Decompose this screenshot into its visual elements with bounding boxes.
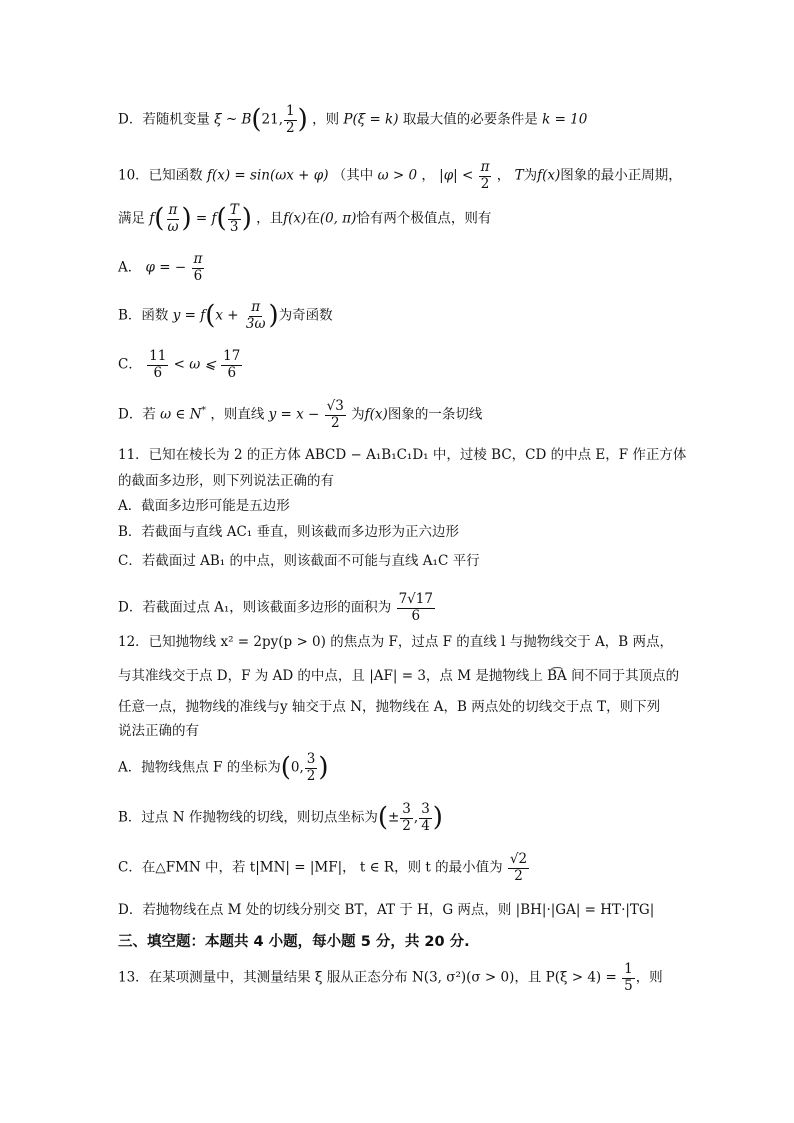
- q11-d-label: D．若截面过点 A₁，则该截面多边形的面积为: [118, 599, 392, 616]
- q10-c-num2: 17: [223, 348, 241, 364]
- q10-d-line: y = x −: [268, 406, 320, 423]
- q11-stem-line2: 的截面多边形，则下列说法正确的有: [118, 473, 334, 489]
- q10-d-den: 2: [330, 414, 340, 431]
- q10-option-c: [118, 349, 243, 381]
- q10-l2-p2o: (: [216, 203, 227, 234]
- q10-l1-w: ω > 0: [377, 167, 418, 184]
- q12-a-open: (: [280, 752, 291, 783]
- q12-option-d: D．若抛物线在点 M 处的切线分别交 BT，AT 于 H，G 两点，则 |BH|·|GA| = HT·|TG|: [118, 902, 655, 918]
- q10-stem-line1: [118, 160, 682, 192]
- q10-l2-eq: = f: [195, 210, 217, 227]
- q10-l1-c: ，: [421, 167, 435, 184]
- q10-l2-den2: 3: [229, 218, 239, 235]
- q10-b-po: (: [205, 300, 216, 331]
- q10-b-frac: [244, 300, 268, 332]
- q9-d-n: 21,: [261, 111, 284, 128]
- q10-l1-T: T: [514, 167, 524, 184]
- q12-stem-line4: 说法正确的有: [118, 723, 199, 739]
- q12-option-b: [118, 802, 443, 834]
- q10-c-den2: 6: [227, 364, 237, 381]
- q10-a-label: A．: [118, 259, 142, 276]
- q10-l2-num2: T: [229, 202, 239, 218]
- q10-l2-p2c: ): [241, 203, 252, 234]
- q12-c-num: √2: [509, 851, 528, 867]
- q12-stem-line2: 与其准线交于点 D，F 为 AD 的中点，且 |AF| = 3，点 M 是抛物线上 B͡A 间不同于其顶点的: [118, 668, 680, 684]
- q12-b-close: ): [432, 802, 443, 833]
- q10-l2-frac1: [165, 203, 180, 235]
- q10-b-num: π: [251, 299, 261, 315]
- q12-b-label: B．过点 N 作抛物线的切线，则切点坐标为: [118, 809, 378, 826]
- q10-b-expr: y = f: [172, 307, 206, 324]
- q10-l2-c: 在: [306, 210, 320, 227]
- q10-l1-den: 2: [480, 175, 490, 192]
- q10-option-d: [118, 399, 482, 431]
- q12-stem-line1: 12．已知抛物线 x² = 2py(p > 0) 的焦点为 F，过点 F 的直线 l 与抛物线交于 A，B 两点，: [118, 634, 673, 650]
- q10-l2-d: 恰有两个极值点，则有: [356, 210, 492, 227]
- q10-b-label: B．函数: [118, 307, 169, 324]
- q10-l1-g: 图象的最小正周期，: [560, 167, 682, 184]
- q9-d-paren-close: ): [297, 104, 308, 135]
- q10-b-den: 3ω: [245, 315, 266, 332]
- q10-b-pc: ): [268, 300, 279, 331]
- q10-l1-a: 10．已知函数: [118, 167, 203, 184]
- q13-num: 1: [624, 961, 633, 977]
- q10-l1-b: （其中: [332, 167, 374, 184]
- q12-option-c: [118, 852, 530, 884]
- q11-d-frac: [397, 592, 435, 624]
- q10-d-num: √3: [326, 398, 344, 414]
- q10-d-c: 为: [351, 406, 365, 423]
- q9-d-k: k = 10: [542, 111, 588, 128]
- q11-option-a: A．截面多边形可能是五边形: [118, 498, 290, 514]
- q11-option-c: C．若截面过 AB₁ 的中点，则该截面不可能与直线 A₁C 平行: [118, 553, 480, 569]
- q12-c-den: 2: [514, 867, 523, 884]
- q10-l2-p1c: ): [181, 203, 192, 234]
- q10-l2-interval: (0, π): [319, 210, 357, 227]
- q10-a-num: π: [193, 251, 203, 267]
- q12-b-frac1: [400, 802, 413, 834]
- q13-frac: [622, 962, 635, 994]
- q10-c-num1: 11: [149, 348, 167, 364]
- q10-c-frac1: [147, 349, 168, 381]
- q9-d-den: 2: [286, 119, 295, 136]
- q13-rest: ，则: [635, 969, 663, 986]
- q9-d-text1: ，则: [312, 111, 340, 128]
- q10-stem-line2: [118, 203, 491, 235]
- section-3-title: 三、填空题：本题共 4 小题，每小题 5 分，共 20 分.: [118, 934, 470, 950]
- q10-c-frac2: [221, 349, 242, 381]
- q12-a-frac: [305, 752, 318, 784]
- q9-d-num: 1: [286, 103, 295, 119]
- q12-b-num1: 3: [402, 801, 411, 817]
- q9-d-dist: ξ ~ B: [214, 111, 252, 128]
- q12-a-close: ): [318, 752, 329, 783]
- q10-d-label: D．若: [118, 406, 156, 423]
- q10-b-x: x +: [215, 307, 239, 324]
- q10-d-rest: 图象的一条切线: [387, 406, 483, 423]
- q10-d-fx: f(x): [364, 406, 388, 423]
- q10-l2-f1: f: [149, 210, 155, 227]
- q12-b-den1: 2: [402, 817, 411, 834]
- q10-d-star: *: [201, 406, 207, 417]
- q9-d-frac: [284, 104, 297, 136]
- q11-d-den: 6: [411, 607, 421, 624]
- q12-a-x: 0,: [290, 759, 304, 776]
- q9-d-text2: 取最大值的必要条件是: [402, 111, 538, 128]
- q13-text: 13．在某项测量中，其测量结果 ξ 服从正态分布 N(3, σ²)(σ > 0)，且 P(ξ > 4) =: [118, 969, 617, 986]
- q12-stem-line3: 任意一点，抛物线的准线与y 轴交于点 N，抛物线在 A，B 两点处的切线交于点 T，则下列: [118, 699, 661, 715]
- q9-d-label: D．若随机变量: [118, 111, 210, 128]
- q10-a-den: 6: [193, 267, 203, 284]
- q13-den: 5: [624, 977, 633, 994]
- q11-d-num: 7√17: [398, 591, 433, 607]
- q10-l2-fx: f(x): [283, 210, 307, 227]
- q10-l1-phi: |φ| <: [439, 167, 474, 184]
- q10-a-frac: [192, 252, 205, 284]
- q10-l1-fx: f(x): [537, 167, 561, 184]
- q10-l1-e: 为: [523, 167, 538, 184]
- q9-d-paren-open: (: [251, 104, 262, 135]
- q9-option-d: [118, 104, 587, 136]
- q9-d-prob: P(ξ = k): [343, 111, 399, 128]
- q10-c-mid: < ω ⩽: [173, 356, 216, 373]
- q10-l2-frac2: [228, 203, 241, 235]
- q12-b-open: (: [377, 802, 388, 833]
- q12-c-frac: [508, 852, 529, 884]
- q10-c-den1: 6: [153, 364, 163, 381]
- q10-l2-p1o: (: [154, 203, 165, 234]
- q10-option-b: [118, 300, 333, 332]
- q10-l2-a: 满足: [118, 210, 145, 227]
- q12-option-a: [118, 752, 329, 784]
- q12-a-label: A．抛物线焦点 F 的坐标为: [118, 759, 281, 776]
- q10-l1-frac: [479, 160, 492, 192]
- q12-c-label: C．在△FMN 中，若 t|MN| = |MF|， t ∈ R，则 t 的最小值为: [118, 859, 503, 876]
- q10-b-rest: 为奇函数: [278, 307, 333, 324]
- q10-l1-d: ，: [496, 167, 511, 184]
- q12-b-pm: ±: [387, 809, 400, 826]
- q11-stem-line1: 11．已知在棱长为 2 的正方体 ABCD − A₁B₁C₁D₁ 中，过棱 BC，CD 的中点 E，F 作正方体: [118, 447, 687, 463]
- q12-a-num: 3: [306, 751, 316, 767]
- q12-b-frac2: [419, 802, 432, 834]
- q12-b-num2: 3: [421, 801, 430, 817]
- q10-l2-den1: ω: [167, 218, 179, 235]
- q10-l1-num: π: [480, 159, 490, 175]
- q12-a-den: 2: [306, 767, 316, 784]
- q10-l2-num1: π: [168, 202, 178, 218]
- q10-l2-b: ，且: [256, 210, 284, 227]
- q11-option-d: [118, 592, 436, 624]
- q10-l1-f: f(x) = sin(ωx + φ): [206, 167, 329, 184]
- q10-d-set: ω ∈ N: [160, 406, 202, 423]
- q12-b-den2: 4: [421, 817, 430, 834]
- q11-option-b: B．若截面与直线 AC₁ 垂直，则该截而多边形为正六边形: [118, 524, 459, 540]
- q10-c-label: C．: [118, 356, 142, 373]
- q10-option-a: [118, 252, 205, 284]
- q10-a-expr: φ = −: [145, 259, 187, 276]
- q13-stem: [118, 962, 663, 994]
- q10-d-frac: [325, 399, 346, 431]
- q10-d-b: ，则直线: [210, 406, 265, 423]
- q12-b-comma: ,: [413, 809, 419, 826]
